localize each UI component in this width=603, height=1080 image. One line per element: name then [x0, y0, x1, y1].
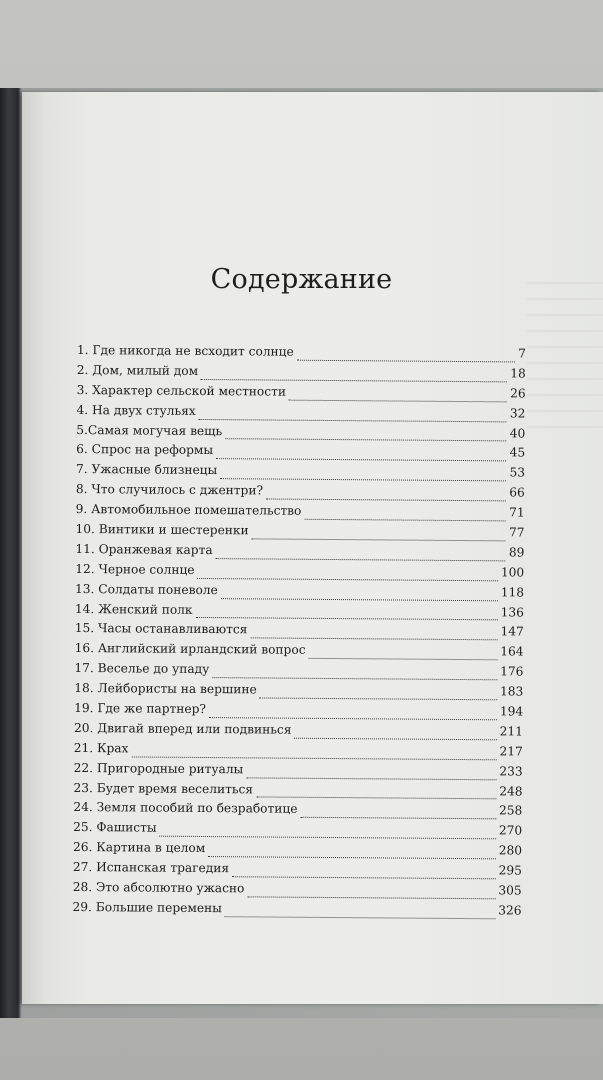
toc-entry-title: 20. Двигай вперед или подвинься: [73, 720, 292, 737]
toc-entry-title: 19. Где же партнер?: [74, 701, 207, 717]
toc-dot-leader: [197, 577, 497, 581]
toc-entry-page-number: 248: [499, 783, 523, 799]
toc-entry-page-number: 233: [499, 764, 523, 779]
toc-dot-leader: [199, 418, 507, 422]
toc-dot-leader: [266, 498, 506, 502]
toc-dot-leader: [300, 816, 496, 820]
toc-dot-leader: [212, 676, 497, 680]
toc-dot-leader: [159, 835, 495, 840]
toc-entry-page-number: 295: [498, 863, 522, 878]
toc-entry-title: 21. Крах: [73, 740, 129, 756]
toc-entry-title: 11. Оранжевая карта: [75, 541, 213, 557]
toc-entry-page-number: 77: [508, 525, 525, 540]
toc-entry-title: 8. Что случилось с джентри?: [75, 482, 264, 498]
toc-dot-leader: [289, 398, 507, 402]
toc-entry-page-number: 18: [510, 366, 526, 381]
toc-dot-leader: [247, 895, 495, 899]
toc-dot-leader: [225, 438, 507, 442]
toc-entry-page-number: 100: [500, 565, 525, 580]
toc-entry-page-number: 40: [509, 425, 526, 441]
toc-dot-leader: [250, 637, 497, 641]
toc-entry-page-number: 183: [499, 684, 524, 699]
toc-dot-leader: [232, 875, 496, 879]
toc-entry-title: 25. Фашисты: [73, 820, 157, 836]
toc-dot-leader: [252, 537, 506, 541]
toc-entry-title: 7. Ужасные близнецы: [75, 462, 218, 478]
toc-dot-leader: [294, 737, 496, 741]
toc-entry-page-number: 66: [509, 485, 525, 500]
toc-entry-page-number: 118: [500, 585, 525, 600]
toc-entry-page-number: 326: [498, 903, 522, 918]
toc-entry-title: 13. Солдаты поневоле: [75, 581, 218, 597]
toc-entry-title: 1. Где никогда не всходит солнце: [76, 343, 294, 359]
toc-entry-page-number: 7: [518, 346, 526, 361]
toc-entry-page-number: 280: [498, 843, 523, 858]
toc-entry: [72, 900, 521, 923]
toc-dot-leader: [246, 776, 496, 780]
toc-dot-leader: [225, 915, 495, 919]
bleed-through-text: [527, 282, 603, 442]
toc-dot-leader: [221, 597, 498, 601]
toc-entry-page-number: 89: [508, 545, 525, 560]
toc-entry-page-number: 164: [500, 644, 524, 659]
toc-dot-leader: [208, 855, 496, 859]
toc-entry-page-number: 32: [509, 406, 526, 421]
toc-entry-title: 6. Спрос на реформы: [76, 442, 214, 458]
toc-entry-page-number: 217: [499, 744, 523, 759]
toc-entry-title: 24. Земля пособий по безработице: [73, 800, 298, 817]
toc-entry-title: 16. Английский ирландский вопрос: [74, 641, 306, 658]
toc-entry-title: 3. Характер сельской местности: [76, 382, 287, 399]
toc-entry-page-number: 258: [499, 803, 523, 818]
toc-entry-page-number: 211: [499, 724, 524, 739]
toc-dot-leader: [256, 796, 496, 800]
toc-dot-leader: [209, 716, 497, 720]
toc-entry-title: 2. Дом, милый дом: [76, 362, 199, 378]
toc-entry-title: 12. Черное солнце: [75, 561, 195, 577]
toc-entry-page-number: 194: [499, 704, 524, 719]
toc-entry-title: 17. Веселье до упаду: [74, 661, 210, 677]
toc-entry-title: 4. На двух стульях: [76, 402, 196, 418]
toc-entry-page-number: 71: [509, 505, 525, 520]
toc-dot-leader: [216, 557, 506, 561]
toc-dot-leader: [297, 359, 515, 363]
toc-dot-leader: [220, 477, 506, 481]
toc-entry-title: 29. Большие перемены: [72, 899, 222, 916]
table-of-contents: [72, 343, 526, 923]
toc-entry-title: 15. Часы останавливаются: [74, 621, 248, 637]
toc-dot-leader: [260, 696, 497, 700]
toc-entry-title: 23. Будет время веселиться: [73, 780, 254, 796]
toc-entry-title: 22. Пригородные ритуалы: [73, 760, 244, 777]
toc-entry-page-number: 26: [510, 386, 526, 401]
toc-dot-leader: [196, 616, 498, 620]
toc-entry-page-number: 147: [500, 624, 524, 639]
toc-entry-title: 5.Самая могучая вещь: [76, 422, 223, 438]
toc-dot-leader: [131, 755, 496, 760]
page-title: Содержание: [210, 264, 393, 295]
toc-dot-leader: [308, 657, 497, 660]
toc-entry-page-number: 305: [498, 883, 522, 898]
toc-entry-title: 14. Женский полк: [74, 601, 193, 617]
toc-dot-leader: [216, 457, 507, 461]
toc-entry-page-number: 136: [500, 604, 524, 620]
toc-entry-title: 10. Винтики и шестеренки: [75, 522, 249, 538]
toc-entry-page-number: 45: [509, 445, 526, 460]
toc-entry-title: 28. Это абсолютно ужасно: [72, 880, 245, 896]
toc-entry-page-number: 176: [500, 664, 524, 679]
toc-entry-title: 26. Картина в целом: [72, 840, 206, 856]
toc-dot-leader: [304, 518, 506, 522]
toc-entry-title: 18. Лейбористы на вершине: [74, 681, 257, 697]
toc-dot-leader: [201, 378, 507, 382]
toc-entry-page-number: 53: [509, 465, 526, 480]
toc-entry-page-number: 270: [498, 823, 523, 838]
toc-entry-title: 9. Автомобильное помешательство: [75, 502, 302, 518]
toc-entry-title: 27. Испанская трагедия: [72, 860, 230, 876]
